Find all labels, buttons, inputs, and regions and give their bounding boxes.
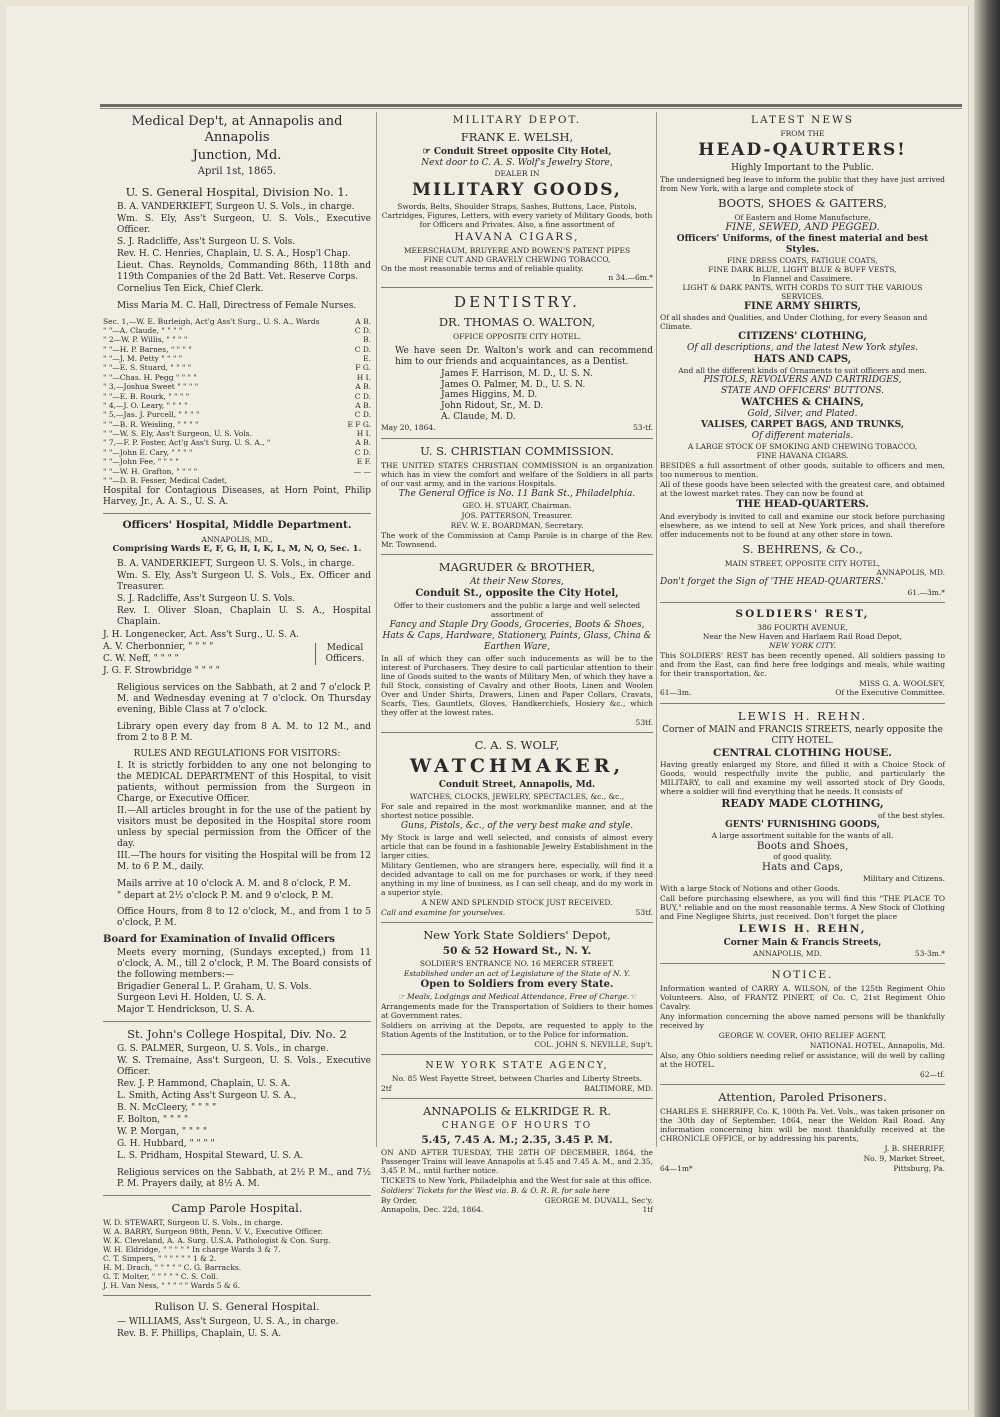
ad-text: WATCHES, CLOCKS, JEWELRY, SPECTACLES, &c., &c., — [409, 791, 625, 801]
ad-address: Corner of MAIN and FRANCIS STREETS, nearly opposite the CITY HOTEL. — [662, 724, 943, 746]
ad-text: JOS. PATTERSON, Treasurer. — [461, 510, 573, 520]
ad-name: DR. THOMAS O. WALTON, — [438, 314, 596, 329]
ward-row: " 3,—Joshua Sweet " " " " A B. — [103, 382, 371, 392]
text: II.—All articles brought in for the use of the patient by visitors must be deposited in the Hospital store room unless by special permission from the Officer of the day. — [117, 805, 371, 849]
ad-text: All of these goods have been selected with the greatest care, and obtained at the lowest market rates. They can now be found at — [660, 480, 945, 499]
ad-headline: MILITARY GOODS, — [412, 179, 622, 200]
ad-text: Fancy and Staple Dry Goods, Groceries, Boots & Shoes, Hats & Caps, Hardware, Stationery, Paints, Glass, China & Earthen Ware, — [382, 619, 652, 652]
wards-list — [103, 317, 371, 486]
ad-text: Established under an act of Legislature of the State of N. Y. — [403, 969, 631, 979]
column-divider — [656, 112, 657, 1147]
text: III.—The hours for visiting the Hospital will be from 12 M. to 6 P. M., daily. — [117, 850, 371, 872]
ward-row: " "—Chas. H. Pegg " " " " H I. — [103, 372, 371, 382]
top-rule — [100, 104, 962, 107]
ward-row: " "—E. S. Stuard, " " " " F G. — [103, 363, 371, 373]
reference-name: James Higgins, M. D. — [441, 390, 538, 401]
ward-row: " 2—W. P. Willis, " " " " B. — [103, 335, 371, 345]
ad-text: The undersigned beg leave to inform the public that they have just arrived from New York, with a large and complete stock of — [660, 174, 945, 193]
ad-text: In all of which they can offer such inducements as will be to the interest of Purchasers. They desire to call particular attention to their line of Goods suited to the wants of Military Men, of which they have a full Stock, consisting of Cavalry and other Boots, Linen and Woolen Over and Under Shirts, Drawers, Linen and Paper Collars, Cravats, Scarfs, Ties, Gauntlets, Gloves, Handkerchiefs, Hosiery &c., which they offer at the lowest rates. — [381, 653, 653, 717]
ad-headline: WATCHMAKER, — [409, 754, 625, 777]
ward-row: " "—D. B. Fesser, Medical Cadet, — [103, 475, 228, 485]
ad-text: Soldiers' Tickets for the West via. B. & O. R. R. for sale here — [381, 1186, 610, 1196]
ad-footer: Call and examine for yourselves. 53tf. — [381, 907, 653, 917]
ad-headline: WATCHES & CHAINS, — [741, 397, 864, 409]
ad-signature: J. B. SHERRIFF, — [884, 1144, 945, 1154]
ad-address: Conduit St., opposite the City Hotel, — [415, 587, 619, 599]
ad-text: CHARLES E. SHERRIFF, Co. K, 100th Pa. Vet. Vols., was taken prisoner on the 30th day of September, 1864, near the Weldon Rail Road. Any information concerning him will be most thankfully received at the CHRONICLE OFFICE, or by addressing his parents, — [660, 1107, 945, 1144]
ad-address: MAIN STREET, OPPOSITE CITY HOTEL, — [724, 559, 881, 569]
staff-line: C. T. Simpers, " " " " " " 1 & 2. — [103, 1254, 217, 1264]
ad-text: OFFICE OPPOSITE CITY HOTEL. — [452, 331, 582, 341]
ad-number: 53tf. — [635, 717, 653, 727]
ad-text: of the best styles. — [878, 810, 945, 820]
ad-headline: READY MADE CLOTHING, — [721, 797, 884, 811]
staff-line: W. D. STEWART, Surgeon U. S. Vols., in charge. — [103, 1218, 283, 1228]
ward-row: " "—A. Claude, " " " " C D. — [103, 325, 371, 335]
ad-address: Conduit Street, Annapolis, Md. — [438, 780, 596, 790]
ward-row: " "—H. P. Barnes, " " " " C D. — [103, 344, 371, 354]
section-title: Officers' Hospital, Middle Department. — [122, 519, 352, 532]
ad-headline: Boots and Shoes, — [756, 839, 849, 852]
ad-text: A large assortment suitable for the wants of all. — [711, 830, 894, 840]
text: Office Hours, from 8 to 12 o'clock, M., and from 1 to 5 o'clock, P. M. — [117, 907, 371, 929]
ad-text: SOLDIER'S ENTRANCE NO. 16 MERCER STREET. — [419, 959, 615, 969]
ward-row: " "—W. H. Grafton, " " " " — — — [103, 466, 371, 476]
text: " depart at 2½ o'clock P. M. and 9 o'clock, P. M. — [117, 890, 334, 901]
text: Cornelius Ten Eick, Chief Clerk. — [117, 283, 264, 294]
ad-number: 61.—3m.* — [907, 588, 945, 598]
ad-text: This SOLDIERS' REST has been recently opened. All soldiers passing to and from the East, can find here free lodgings and meals, while waiting for their transportation, &c. — [660, 651, 945, 679]
ward-row: " "—B. R. Weisling, " " " " E F G. — [103, 419, 371, 429]
ad-title: MAGRUDER & BROTHER, — [438, 559, 596, 574]
ad-headline: THE HEAD-QUARTERS. — [736, 499, 869, 511]
ad-text: THE UNITED STATES CHRISTIAN COMMISSION is an organization which has in view the comfort and welfare of the Soldiers in all parts of our vast army, and in the various Hospitals. — [381, 460, 653, 488]
ad-title: SOLDIERS' REST, — [735, 608, 870, 621]
ad-address: Corner Main & Francis Streets, — [723, 938, 882, 949]
ward-row: " "—John E. Cary, " " " " C D. — [103, 447, 371, 457]
ad-text: of good quality, — [773, 852, 832, 862]
top-rule-thin — [100, 108, 962, 109]
text: I. It is strictly forbidden to any one not belonging to the MEDICAL DEPARTMENT of this Hospital, to visit patients, without permission from the Surgeon in Charge, or Executive Officer. — [117, 760, 371, 804]
text: Library open every day from 8 A. M. to 12 M., and from 2 to 8 P. M. — [117, 721, 371, 743]
ad-text: Near the New Haven and Harlaem Rail Road Depot, — [702, 632, 903, 642]
ad-text: Call before purchasing elsewhere, as you will find this "THE PLACE TO BUY," reliable and on the most reasonable terms. A New Stock of Clothing and Fine Negligee Shirts, just received. Don't forget the place — [660, 894, 945, 922]
text: B. A. VANDERKIEFT, Surgeon U. S. Vols., in charge. — [117, 201, 355, 212]
text: Religious services on the Sabbath, at 2½ P. M., and 7½ P. M. Prayers daily, at 8½ A. M. — [117, 1168, 371, 1190]
ad-footer: 2tf BALTIMORE, MD. — [381, 1083, 653, 1093]
text: Mails arrive at 10 o'clock A. M. and 8 o'clock, P. M. — [117, 878, 351, 889]
ad-text: The General Office is No. 11 Bank St., Philadelphia. — [398, 488, 636, 499]
text: J. H. Longenecker, Act. Ass't Surg., U. S. A. — [103, 630, 300, 641]
ad-name: C. A. S. WOLF, — [474, 737, 560, 752]
ad-footer: ANNAPOLIS, MD. 53-3m.* — [753, 949, 945, 959]
text: L. S. Pridham, Hospital Steward, U. S. A. — [117, 1151, 304, 1162]
ad-headline: Officers' Uniforms, of the finest material and best Styles. — [676, 233, 929, 255]
ad-text: NEW YORK CITY. — [769, 641, 836, 651]
ad-text: Of Eastern and Home Manufacture, — [734, 212, 871, 222]
ad-footer: By Order, GEORGE M. DUVALL, Sec'y. — [381, 1196, 653, 1206]
ward-row: Sec. 1,—W. E. Burleigh, Act'g Ass't Surg., U. S. A., Wards A B. — [103, 316, 371, 326]
section-title: St. John's College Hospital, Div. No. 2 — [127, 1027, 347, 1042]
ad-text: CHANGE OF HOURS TO — [441, 1121, 593, 1132]
staff-line: G. T. Molter, " " " " " C. S. Coll. — [103, 1272, 219, 1282]
ad-text: LIGHT & DARK PANTS, WITH CORDS TO SUIT THE VARIOUS SERVICES. — [682, 282, 923, 301]
ad-address: 50 & 52 Howard St., N. Y. — [442, 945, 592, 958]
text: Major T. Hendrickson, U. S. A. — [117, 1005, 255, 1016]
text: A. V. Cherbonnier, " " " " — [103, 642, 214, 653]
ad-headline: 5.45, 7.45 A. M.; 2.35, 3.45 P. M. — [421, 1134, 613, 1147]
heading: Junction, Md. — [192, 147, 282, 163]
ward-row: " "—J. M. Petty " " " " E. — [103, 354, 371, 363]
ad-text: ON AND AFTER TUESDAY, THE 28TH OF DECEMBER, 1864, the Passenger Trains will leave Annapolis at 5.45 and 7.45 A. M., and 2.35, 3.45 P. M., until further notice. — [381, 1148, 653, 1176]
ad-footer: Annapolis, Dec. 22d, 1864. 1tf — [381, 1205, 653, 1215]
column-advertisements — [381, 112, 653, 1215]
text: Surgeon Levi H. Holden, U. S. A. — [117, 993, 267, 1004]
ad-title: Attention, Paroled Prisoners. — [718, 1090, 887, 1105]
text: S. J. Radcliffe, Ass't Surgeon U. S. Vols. — [117, 236, 296, 247]
ad-title: New York State Soldiers' Depot, — [423, 928, 611, 943]
ad-headline: HEAD-QAURTERS! — [698, 139, 907, 160]
subtitle: Comprising Wards E, F, G, H, I, K, L, M, N, O, Sec. 1. — [112, 543, 362, 554]
ad-footer: 64—1m* Pittsburg, Pa. — [660, 1164, 945, 1174]
ad-text: Offer to their customers and the public a large and well selected assortment of — [393, 600, 641, 619]
ad-text: Of all descriptions, and the latest New York styles. — [687, 343, 918, 354]
reference-name: A. Claude, M. D. — [441, 412, 516, 423]
ad-text: ☞ Meals, Lodgings and Medical Attendance, Free of Charge.☜ — [397, 992, 637, 1002]
text: Rev. I. Oliver Sloan, Chaplain U. S. A., Hospital Chaplain. — [117, 606, 371, 628]
section-title: U. S. General Hospital, Division No. 1. — [125, 184, 349, 199]
column-head-quarters — [660, 112, 945, 1174]
text: C. W. Neff, " " " " — [103, 654, 179, 665]
ad-title: U. S. CHRISTIAN COMMISSION. — [420, 443, 614, 458]
ad-name: S. BEHRENS, & Co., — [742, 542, 863, 557]
heading: Medical Dep't, at Annapolis and Annapolis — [131, 114, 343, 145]
text: Rev. H. C. Henries, Chaplain, U. S. A., Hosp'l Chap. — [117, 248, 351, 259]
staff-line: W. K. Cleveland, A. A. Surg. U.S.A. Pathologist & Con. Surg. — [103, 1236, 331, 1246]
medical-officers-group — [103, 629, 371, 678]
ad-text: MEERSCHAUM, BRUYERE AND BOWEN'S PATENT PIPES — [403, 246, 631, 256]
text: F. Bolton, " " " " — [117, 1115, 189, 1126]
ad-text: In Flannel and Cassimere. — [752, 273, 853, 283]
ad-text: FROM THE — [780, 128, 825, 138]
reference-name: John Ridout, Sr., M. D. — [441, 401, 544, 412]
ward-row: " 5,—Jas. J. Purcell, " " " " C D. — [103, 410, 371, 420]
ad-text: BESIDES a full assortment of other goods, suitable to officers and men, too numerous to mention. — [660, 461, 945, 480]
section-title: RULES AND REGULATIONS FOR VISITORS: — [133, 748, 341, 759]
ad-text: Military and Citizens. — [862, 874, 945, 884]
column-medical-department — [103, 112, 371, 1341]
ad-headline: STATE AND OFFICERS' BUTTONS. — [720, 386, 885, 397]
date: April 1st, 1865. — [197, 165, 277, 177]
text: Meets every morning, (Sundays excepted,) from 11 o'clock, A. M., till 2 o'clock, P. M. The Board consists of the following members:— — [117, 947, 371, 980]
text: S. J. Radcliffe, Ass't Surgeon U. S. Vols. — [117, 594, 296, 605]
ad-text: Military Gentlemen, who are strangers here, especially, will find it a decided advantage to call on me for purchases or work, if they need anything in my line of business, as I can sell cheap, and do my work in a superior style. — [381, 860, 653, 897]
text: Rev. J. P. Hammond, Chaplain, U. S. A. — [117, 1079, 291, 1090]
ad-signature: COL. JOHN S. NEVILLE, Sup't. — [534, 1040, 653, 1050]
ad-number: 62—tf. — [920, 1070, 945, 1080]
ad-title: ANNAPOLIS & ELKRIDGE R. R. — [422, 1104, 612, 1119]
ad-text: A LARGE STOCK OF SMOKING AND CHEWING TOBACCO, — [687, 442, 918, 452]
reference-name: James O. Palmer, M. D., U. S. N. — [441, 379, 586, 390]
ad-title: MILITARY DEPOT. — [452, 114, 582, 126]
staff-line: W. A. BARRY, Surgeon 98th, Penn. V. V., Executive Officer. — [103, 1227, 323, 1237]
ad-text: Swords, Belts, Shoulder Straps, Sashes, Buttons, Lace, Pistols, Cartridges, Figures, Letters, with every variety of Military Goods, both for Officers and Privates. Also, a fine assortment of — [381, 202, 653, 230]
ad-text: Gold, Silver, and Plated. — [747, 409, 858, 420]
ad-text: A NEW AND SPLENDID STOCK JUST RECEIVED. — [421, 897, 613, 907]
ad-text: Guns, Pistols, &c., of the very best make and style. — [400, 820, 634, 831]
text: W. S. Tremaine, Ass't Surgeon, U. S. Vols., Executive Officer. — [117, 1056, 371, 1078]
text: G. H. Hubbard, " " " " — [117, 1139, 215, 1150]
text: W. P. Morgan, " " " " — [117, 1127, 208, 1138]
ad-text: No. 85 West Fayette Street, between Charles and Liberty Streets. — [391, 1073, 643, 1083]
section-title: Rulison U. S. General Hospital. — [154, 1301, 320, 1314]
ad-text: Having greatly enlarged my Store, and filled it with a Choice Stock of Goods, would respectfully invite the public, and particularly the MILITARY, to call and examine my well assorted stock of Dry Goods, where a soldier will find everything that he needs. It consists of — [660, 760, 945, 797]
text: J. G. F. Strowbridge " " " " — [103, 666, 220, 677]
brace-label: Medical Officers. — [315, 643, 371, 665]
section-title: Camp Parole Hospital. — [171, 1201, 303, 1216]
ad-text: Of different materials. — [751, 431, 854, 442]
ad-signature: No. 9, Market Street, — [863, 1154, 945, 1164]
ad-text: Information wanted of CARRY A. WILSON, of the 125th Regiment Ohio Volunteers. Also, of FRANTZ PINERT, of Co. C, 21st Regiment Ohio Cavalry. — [660, 984, 945, 1012]
text: — WILLIAMS, Ass't Surgeon, U. S. A., in charge. — [117, 1316, 339, 1327]
text: B. A. VANDERKIEFT, Surgeon U. S. Vols., in charge. — [117, 559, 355, 570]
ad-footer: May 20, 1864. 53-tf. — [381, 423, 653, 433]
ad-headline: Hats and Caps, — [761, 861, 844, 874]
ad-number: n 34.—6m.* — [608, 273, 653, 283]
text: Brigadier General L. P. Graham, U. S. Vols. — [117, 981, 312, 992]
ad-signature: MISS G. A. WOOLSEY, — [859, 679, 945, 689]
staff-line: W. H. Eldridge, " " " " " In charge Wards 3 & 7. — [103, 1245, 281, 1255]
ad-text: Of all shades and Qualities, and Under Clothing, for every Season and Climate. — [660, 312, 928, 331]
ad-title: DENTISTRY. — [454, 293, 580, 312]
text: Hospital for Contagious Diseases, at Horn Point, Philip Harvey, Jr., A. A. S., U. S. A. — [103, 486, 371, 508]
text: Rev. B. F. Phillips, Chaplain, U. S. A. — [117, 1328, 282, 1339]
ad-text: Don't forget the Sign of 'THE HEAD-QUARTERS.' — [660, 577, 887, 588]
ward-row: " 7,—F. P. Foster, Act'g Ass't Surg. U. S. A., " A B. — [103, 438, 371, 448]
text: Wm. S. Ely, Ass't Surgeon U. S. Vols., Ex. Officer and Treasurer. — [117, 571, 371, 593]
ad-name: FRANK E. WELSH, — [460, 129, 574, 144]
ward-row: " "—John Fee, " " " " E F. — [103, 457, 371, 467]
ad-signature: NATIONAL HOTEL, Annapolis, Md. — [809, 1041, 945, 1051]
ad-text: FINE DRESS COATS, FATIGUE COATS, — [727, 255, 878, 265]
ad-text: FINE, SEWED, AND PEGGED. — [725, 221, 880, 233]
ad-text: FINE CUT AND GRAVELY CHEWING TOBACCO, — [423, 255, 611, 265]
ad-text: With a large Stock of Notions and other Goods. — [660, 884, 840, 894]
ad-name: LEWIS H. REHN. — [737, 708, 868, 723]
ad-text: Soldiers on arriving at the Depots, are requested to apply to the Station Agents of the Institution, or to the Police for information. — [381, 1021, 653, 1040]
text: B. N. McCleery, " " " " — [117, 1103, 217, 1114]
ad-text: FINE HAVANA CIGARS. — [756, 451, 849, 461]
ward-row: " 4,—J. O. Leary, " " " " A B. — [103, 400, 371, 410]
ad-headline: GENTS' FURNISHING GOODS, — [725, 819, 880, 830]
ad-text: On the most reasonable terms and of reliable quality. — [381, 264, 584, 274]
text: Wm. S. Ely, Ass't Surgeon, U. S. Vols., Executive Officer. — [117, 213, 371, 235]
staff-line: H. M. Drach, " " " " " C. G. Barracks. — [103, 1263, 242, 1273]
ad-address: ☞ Conduit Street opposite City Hotel, — [422, 146, 612, 157]
ad-text: Next door to C. A. S. Wolf's Jewelry Store, — [421, 157, 613, 168]
ad-text: Highly Important to the Public. — [731, 162, 874, 173]
ad-signature: GEORGE W. COVER, OHIO RELIEF AGENT, — [718, 1031, 887, 1041]
text: Religious services on the Sabbath, at 2 and 7 o'clock P. M. and Wednesday evening at 7 o'clock. On Thursday evening, Bible Class at 7 o'clock. — [117, 683, 371, 715]
ad-text: And all the different kinds of Ornaments to suit officers and men. — [678, 366, 927, 376]
ad-text: The work of the Commission at Camp Parole is in charge of the Rev. Mr. Townsend. — [381, 530, 653, 549]
text: Lieut. Chas. Reynolds, Commanding 86th, 118th and 119th Companies of the 2d Batt. Vet. Reserve Corps. — [117, 260, 371, 282]
ad-text: And everybody is invited to call and examine our stock before purchasing elsewhere, as we intend to sell at New York prices, and shall therefore offer inducements not to be found at any other store in town. — [660, 512, 945, 540]
ad-text: Also, any Ohio soldiers needing relief or assistance, will do well by calling at the HOTEL. — [660, 1051, 945, 1070]
text: Miss Maria M. C. Hall, Directress of Female Nurses. — [117, 300, 357, 311]
ad-text: FINE DARK BLUE, LIGHT BLUE & BUFF VESTS, — [708, 264, 897, 274]
ad-headline: VALISES, CARPET BAGS, AND TRUNKS, — [701, 420, 904, 431]
ad-footer: 61—3m. Of the Executive Committee. — [660, 688, 945, 698]
ad-headline: CITIZENS' CLOTHING, — [738, 330, 867, 342]
ward-row: " "—W. S. Ely, Ass't Surgeon, U. S. Vols. H I. — [103, 429, 371, 438]
ad-headline: CENTRAL CLOTHING HOUSE. — [713, 746, 892, 759]
ad-title: NEW YORK STATE AGENCY, — [425, 1060, 609, 1072]
staff-line: J. H. Van Ness, " " " " " Wards 5 & 6. — [103, 1281, 241, 1291]
camp-staff-list — [103, 1218, 371, 1290]
ward-row: " "—E. B. Rourk, " " " " C D. — [103, 391, 371, 401]
ad-text: My Stock is large and well selected, and consists of almost every article that can be found in a fashionable Jewelry Establishment in the larger cities. — [381, 832, 653, 860]
ad-headline: BOOTS, SHOES & GAITERS, — [717, 195, 887, 210]
ad-text: Open to Soldiers from every State. — [420, 979, 614, 991]
ad-text: At their New Stores, — [470, 576, 564, 587]
ad-text: GEO. H. STUART, Chairman. — [462, 500, 572, 510]
text: L. Smith, Acting Ass't Surgeon U. S. A., — [117, 1091, 297, 1102]
ad-text: 386 FOURTH AVENUE, — [757, 623, 848, 633]
ad-text: REV. W. E. BOARDMAN, Secretary. — [450, 520, 584, 530]
reference-list — [381, 369, 653, 424]
subtitle: ANNAPOLIS, MD., — [201, 534, 273, 544]
ad-text: Arrangements made for the Transportation of Soldiers to their homes at Government rates. — [381, 1002, 653, 1021]
text: G. S. PALMER, Surgeon, U. S. Vols., in charge. — [117, 1044, 329, 1055]
ad-headline: PISTOLS, REVOLVERS AND CARTRIDGES, — [703, 375, 902, 386]
column-divider — [376, 112, 377, 1147]
book-spine — [974, 0, 1000, 1417]
ad-headline: HAVANA CIGARS, — [454, 231, 580, 244]
ad-text: We have seen Dr. Walton's work and can recommend him to our friends and acquaintances, as a Dentist. — [395, 345, 653, 367]
ad-text: DEALER IN — [494, 168, 540, 178]
ad-text: ANNAPOLIS, MD. — [876, 568, 945, 578]
section-title: Board for Examination of Invalid Officers — [103, 934, 335, 946]
ad-headline: HATS AND CAPS, — [753, 353, 852, 365]
reference-name: James F. Harrison, M. D., U. S. N. — [441, 368, 593, 379]
ad-text: Any information concerning the above named persons will be thankfully received by — [660, 1012, 945, 1031]
ad-name: LEWIS H. REHN, — [738, 923, 867, 936]
ad-headline: FINE ARMY SHIRTS, — [743, 300, 862, 312]
ad-title: LATEST NEWS — [750, 114, 855, 126]
ad-text: For sale and repaired in the most workmanlike manner, and at the shortest notice possible. — [381, 801, 653, 820]
ad-title: NOTICE. — [771, 969, 834, 982]
ad-text: TICKETS to New York, Philadelphia and the West for sale at this office. — [381, 1176, 652, 1186]
